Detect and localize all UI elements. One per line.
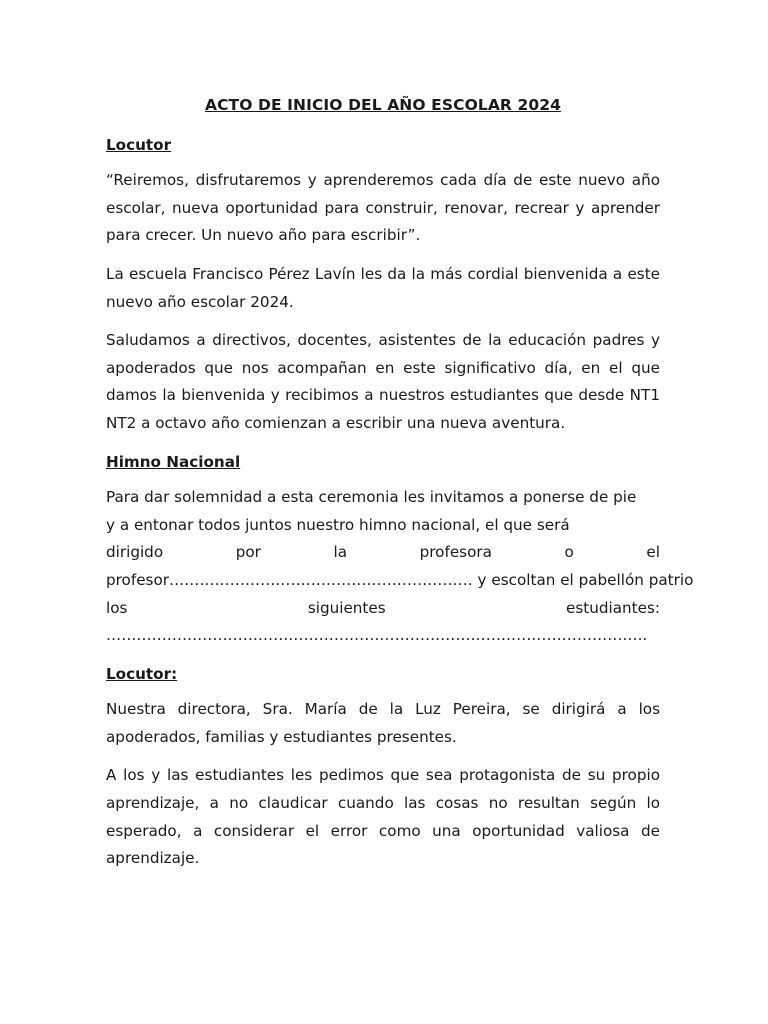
paragraph-greetings: Saludamos a directivos, docentes, asistentes de la educación padres y apoderados que nos acompañan en este significativo día, en el que damos la bienvenida y recibimos a nuestros estudiantes que desde NT1 NT2 a octavo año comienzan a escribir una nueva aventura. [106, 331, 660, 432]
paragraph-directora: Nuestra directora, Sra. María de la Luz Pereira, se dirigirá a los apoderados, familias y estudiantes presentes. [106, 700, 660, 746]
himno-line-1: Para dar solemnidad a esta ceremonia les invitamos a ponerse de pie [106, 488, 637, 507]
himno-line-4: profesor…………………………………………………… y escoltan el pabellón patrio [106, 570, 694, 589]
section-heading-locutor-2: Locutor: [106, 664, 178, 683]
document-title: ACTO DE INICIO DEL AÑO ESCOLAR 2024 [204, 96, 561, 114]
section-heading-locutor: Locutor [106, 135, 172, 154]
paragraph-estudiantes: A los y las estudiantes les pedimos que sea protagonista de su propio aprendizaje, a no claudicar cuando las cosas no resultan según lo esperado, a considerar el error como una oportunidad valiosa de aprendizaje. [106, 766, 660, 868]
document-content [106, 92, 694, 884]
paragraph-himno [106, 484, 694, 650]
himno-line-3: dirigido por la profesora o el [106, 543, 660, 562]
himno-line-2: y a entonar todos juntos nuestro himno nacional, el que será [106, 515, 570, 534]
section-heading-himno: Himno Nacional [106, 452, 241, 471]
himno-line-5: los siguientes estudiantes: [106, 598, 660, 617]
paragraph-welcome: La escuela Francisco Pérez Lavín les da la más cordial bienvenida a este nuevo año escolar 2024. [106, 264, 660, 311]
paragraph-intro-quote: “Reiremos, disfrutaremos y aprenderemos cada día de este nuevo año escolar, nueva oportunidad para construir, renovar, recrear y aprender para crecer. Un nuevo año para escribir”. [106, 171, 660, 245]
himno-line-6-dots: …………………………………………………………………………………………….. [106, 626, 648, 645]
